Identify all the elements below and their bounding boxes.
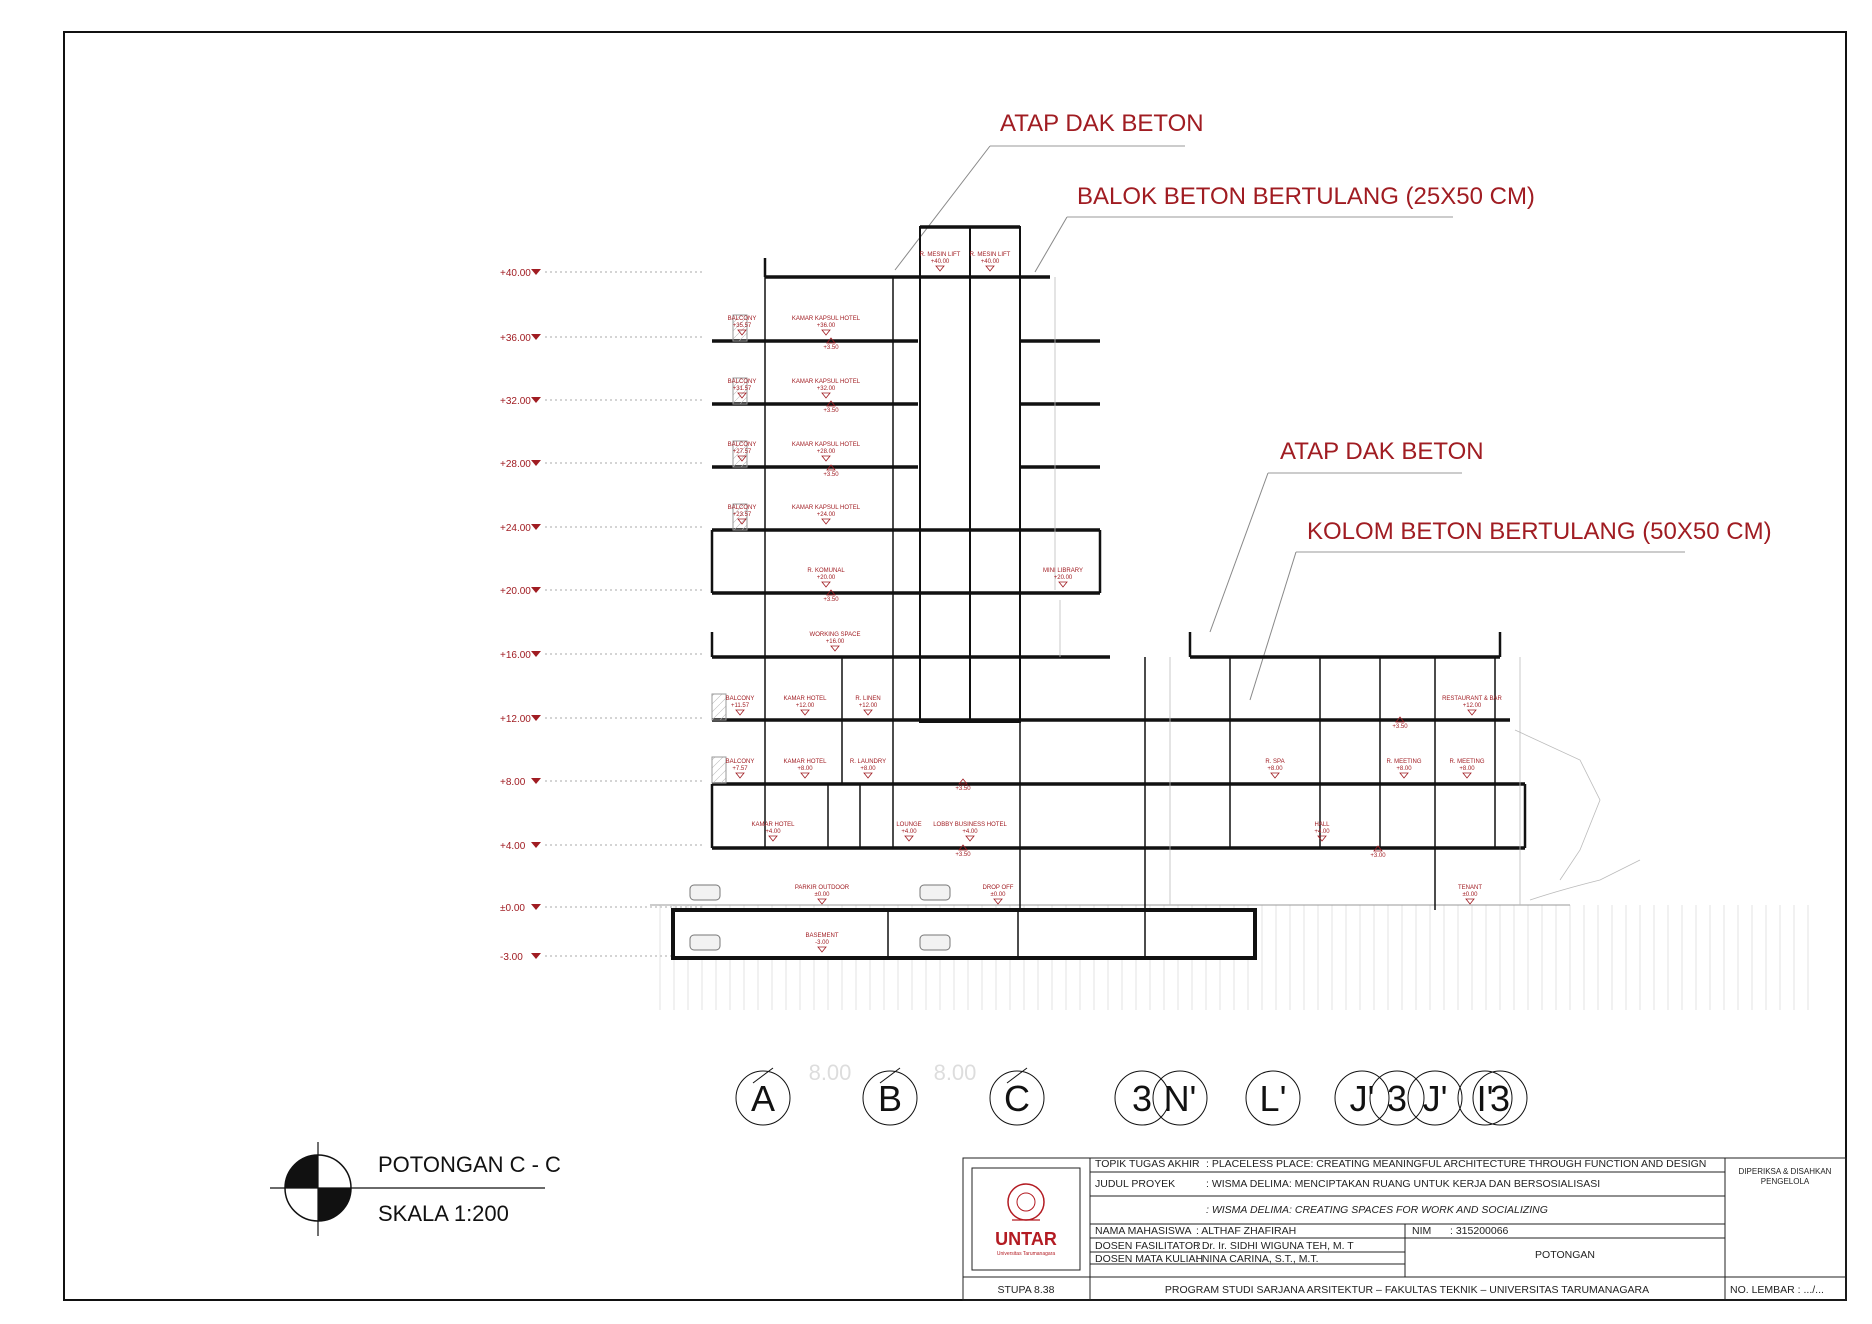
room-name: TENANT bbox=[1458, 885, 1482, 891]
level-triangle-icon bbox=[531, 587, 541, 593]
annotation-balok-beton: BALOK BETON BERTULANG (25X50 CM) bbox=[1077, 183, 1535, 210]
level-label: +36.00 bbox=[500, 333, 531, 344]
annotation-atap-dak-beton-top: ATAP DAK BETON bbox=[1000, 110, 1204, 137]
nama-value: : ALTHAF ZHAFIRAH bbox=[1196, 1225, 1297, 1237]
room-level: +4.00 bbox=[765, 829, 781, 835]
room-name: KAMAR KAPSUL HOTEL bbox=[791, 379, 861, 385]
basement-box bbox=[673, 910, 1255, 958]
room-name: PARKIR OUTDOOR bbox=[794, 885, 850, 891]
room-level: -3.00 bbox=[815, 940, 829, 946]
grid-axis-label: J' bbox=[1422, 1078, 1448, 1119]
stair-mark-label: +3.50 bbox=[955, 852, 971, 858]
room-name: R. LAUNDRY bbox=[849, 759, 887, 765]
level-triangle-icon bbox=[531, 904, 541, 910]
room-level: +16.00 bbox=[825, 639, 845, 645]
stupa-code: STUPA 8.38 bbox=[997, 1284, 1055, 1296]
room-level: +32.00 bbox=[816, 386, 836, 392]
room-name: R. MESIN LIFT bbox=[919, 252, 961, 258]
section-label bbox=[270, 1142, 561, 1236]
room-name: KAMAR HOTEL bbox=[783, 696, 827, 702]
annotation-kolom-beton: KOLOM BETON BERTULANG (50X50 CM) bbox=[1307, 518, 1772, 545]
logo-emblem-icon bbox=[1008, 1184, 1044, 1220]
grid-axis-label: A bbox=[750, 1078, 776, 1119]
room-name: MINI LIBRARY bbox=[1043, 568, 1083, 574]
grid-axis-label: C bbox=[1004, 1078, 1030, 1119]
level-label: +28.00 bbox=[500, 459, 531, 470]
room-level: +4.00 bbox=[962, 829, 978, 835]
level-triangle-icon bbox=[531, 397, 541, 403]
room-name: BASEMENT bbox=[805, 933, 839, 939]
room-name: KAMAR KAPSUL HOTEL bbox=[791, 505, 861, 511]
level-label: +4.00 bbox=[500, 841, 526, 852]
room-name: BALCONY bbox=[727, 316, 757, 322]
level-markers bbox=[500, 268, 705, 963]
grid-axis-label: I' bbox=[1476, 1078, 1494, 1119]
room-name: BALCONY bbox=[727, 505, 757, 511]
room-level: +12.00 bbox=[858, 703, 878, 709]
judul-value-en: : WISMA DELIMA: CREATING SPACES FOR WORK AND SOCIALIZING bbox=[1206, 1204, 1548, 1216]
nama-label: NAMA MAHASISWA bbox=[1095, 1225, 1192, 1237]
room-level: +4.00 bbox=[1314, 829, 1330, 835]
room-level-triangle-icon bbox=[801, 773, 809, 778]
level-triangle-icon bbox=[531, 524, 541, 530]
room-level-triangle-icon bbox=[822, 456, 830, 461]
grid-axis-label: L' bbox=[1259, 1078, 1287, 1119]
room-level: +8.00 bbox=[1459, 766, 1475, 772]
room-level-triangle-icon bbox=[994, 899, 1002, 904]
room-name: BALCONY bbox=[725, 696, 755, 702]
room-level-triangle-icon bbox=[822, 519, 830, 524]
level-label: +40.00 bbox=[500, 268, 531, 279]
level-label: +20.00 bbox=[500, 586, 531, 597]
room-level: +35.57 bbox=[732, 323, 752, 329]
level-label: ±0.00 bbox=[500, 903, 525, 914]
stair-mark-label: +3.50 bbox=[823, 408, 839, 414]
room-level-triangle-icon bbox=[801, 710, 809, 715]
level-triangle-icon bbox=[531, 651, 541, 657]
room-name: R. LINEN bbox=[855, 696, 881, 702]
room-level-triangle-icon bbox=[1400, 773, 1408, 778]
room-level-triangle-icon bbox=[1059, 582, 1067, 587]
room-level: +7.57 bbox=[732, 766, 748, 772]
judul-value: : WISMA DELIMA: MENCIPTAKAN RUANG UNTUK KERJA DAN BERSOSIALISASI bbox=[1206, 1178, 1601, 1190]
room-name: WORKING SPACE bbox=[809, 632, 861, 638]
room-name: R. SPA bbox=[1265, 759, 1285, 765]
grid-axis-label: N' bbox=[1163, 1078, 1197, 1119]
logo-sub: Universitas Tarumanagara bbox=[996, 1251, 1056, 1257]
grid-axis-label: 3 bbox=[1386, 1078, 1408, 1119]
room-level: +20.00 bbox=[1053, 575, 1073, 581]
room-level-triangle-icon bbox=[966, 836, 974, 841]
room-level: +40.00 bbox=[980, 259, 1000, 265]
section-scale: SKALA 1:200 bbox=[378, 1201, 509, 1226]
stair-mark-label: +3.50 bbox=[955, 786, 971, 792]
lembar-text: NO. LEMBAR : .../... bbox=[1730, 1284, 1824, 1296]
level-triangle-icon bbox=[531, 842, 541, 848]
room-level-triangle-icon bbox=[864, 773, 872, 778]
room-name: KAMAR HOTEL bbox=[751, 822, 795, 828]
approval-text-2: PENGELOLA bbox=[1760, 1177, 1810, 1186]
grid-axis-label: B bbox=[877, 1078, 903, 1119]
grid-axis-label: J' bbox=[1349, 1078, 1375, 1119]
room-name: BALCONY bbox=[727, 379, 757, 385]
room-level: +40.00 bbox=[930, 259, 950, 265]
room-level-triangle-icon bbox=[736, 710, 744, 715]
level-label: +32.00 bbox=[500, 396, 531, 407]
room-level-triangle-icon bbox=[936, 266, 944, 271]
topik-value: : PLACELESS PLACE: CREATING MEANINGFUL ARCHITECTURE THROUGH FUNCTION AND DESIGN bbox=[1206, 1158, 1707, 1170]
room-level: +8.00 bbox=[1396, 766, 1412, 772]
room-name: LOUNGE bbox=[896, 822, 922, 828]
matakuliah-label: DOSEN MATA KULIAH bbox=[1095, 1253, 1204, 1265]
room-level-triangle-icon bbox=[864, 710, 872, 715]
room-level: +28.00 bbox=[816, 449, 836, 455]
stair-mark-label: +3.50 bbox=[1392, 724, 1408, 730]
room-level-triangle-icon bbox=[822, 393, 830, 398]
room-level-triangle-icon bbox=[905, 836, 913, 841]
room-name: HALL bbox=[1314, 822, 1330, 828]
level-triangle-icon bbox=[531, 460, 541, 466]
room-level-triangle-icon bbox=[1466, 899, 1474, 904]
grid-axis-label: 3 bbox=[1489, 1078, 1511, 1119]
room-name: KAMAR HOTEL bbox=[783, 759, 827, 765]
room-level: ±0.00 bbox=[814, 892, 830, 898]
room-level: ±0.00 bbox=[1462, 892, 1478, 898]
section-title: POTONGAN C - C bbox=[378, 1152, 561, 1177]
room-level-triangle-icon bbox=[1318, 836, 1326, 841]
room-level-triangle-icon bbox=[1463, 773, 1471, 778]
level-label: +12.00 bbox=[500, 714, 531, 725]
room-level: +8.00 bbox=[860, 766, 876, 772]
sheet-name: POTONGAN bbox=[1535, 1249, 1595, 1261]
room-name: R. KOMUNAL bbox=[807, 568, 845, 574]
level-triangle-icon bbox=[531, 334, 541, 340]
room-name: R. MEETING bbox=[1449, 759, 1485, 765]
level-label: +24.00 bbox=[500, 523, 531, 534]
level-triangle-icon bbox=[531, 715, 541, 721]
room-level: +20.00 bbox=[816, 575, 836, 581]
room-level: +8.00 bbox=[1267, 766, 1283, 772]
room-level-triangle-icon bbox=[822, 582, 830, 587]
room-name: BALCONY bbox=[725, 759, 755, 765]
fasilitator-value: : Dr. Ir. SIDHI WIGUNA TEH, M. T bbox=[1196, 1240, 1354, 1252]
grid-axes bbox=[736, 1060, 1527, 1125]
room-name: KAMAR KAPSUL HOTEL bbox=[791, 316, 861, 322]
room-level: +12.00 bbox=[795, 703, 815, 709]
approval-text: DIPERIKSA & DISAHKAN bbox=[1738, 1167, 1832, 1176]
matakuliah-value: : NINA CARINA, S.T., M.T. bbox=[1196, 1253, 1319, 1265]
grid-spacing-2: 8.00 bbox=[933, 1060, 977, 1085]
grid-axis-label: 3 bbox=[1131, 1078, 1153, 1119]
logo-text: UNTAR bbox=[995, 1229, 1057, 1249]
fasilitator-label: DOSEN FASILITATOR bbox=[1095, 1240, 1201, 1252]
stair-mark-label: +3.50 bbox=[823, 345, 839, 351]
level-label: +8.00 bbox=[500, 777, 526, 788]
room-level-triangle-icon bbox=[818, 899, 826, 904]
room-level: +4.00 bbox=[901, 829, 917, 835]
level-label: -3.00 bbox=[500, 952, 523, 963]
level-triangle-icon bbox=[531, 778, 541, 784]
judul-label: JUDUL PROYEK bbox=[1095, 1178, 1176, 1190]
stair-mark-label: +3.50 bbox=[823, 472, 839, 478]
room-level: +23.57 bbox=[732, 512, 752, 518]
stair-mark-label: +3.00 bbox=[1370, 853, 1386, 859]
room-level-triangle-icon bbox=[986, 266, 994, 271]
stair-mark-label: +3.50 bbox=[823, 597, 839, 603]
room-level-triangle-icon bbox=[831, 646, 839, 651]
program-text: PROGRAM STUDI SARJANA ARSITEKTUR – FAKULTAS TEKNIK – UNIVERSITAS TARUMANAGARA bbox=[1164, 1284, 1650, 1296]
grid-spacing-1: 8.00 bbox=[808, 1060, 852, 1085]
room-name: R. MEETING bbox=[1386, 759, 1422, 765]
room-level: ±0.00 bbox=[990, 892, 1006, 898]
room-level-triangle-icon bbox=[1468, 710, 1476, 715]
room-name: KAMAR KAPSUL HOTEL bbox=[791, 442, 861, 448]
room-level: +31.57 bbox=[732, 386, 752, 392]
level-label: +16.00 bbox=[500, 650, 531, 661]
nim-value: : 315200066 bbox=[1450, 1225, 1509, 1237]
room-name: BALCONY bbox=[727, 442, 757, 448]
topik-label: TOPIK TUGAS AKHIR bbox=[1095, 1158, 1200, 1170]
room-level: +8.00 bbox=[797, 766, 813, 772]
room-level-triangle-icon bbox=[769, 836, 777, 841]
room-level-triangle-icon bbox=[736, 773, 744, 778]
annotation-atap-dak-beton-low: ATAP DAK BETON bbox=[1280, 438, 1484, 465]
room-level-triangle-icon bbox=[1271, 773, 1279, 778]
nim-label: NIM bbox=[1412, 1225, 1432, 1237]
room-level: +36.00 bbox=[816, 323, 836, 329]
room-level: +24.00 bbox=[816, 512, 836, 518]
level-triangle-icon bbox=[531, 269, 541, 275]
room-level: +12.00 bbox=[1462, 703, 1482, 709]
room-level-triangle-icon bbox=[822, 330, 830, 335]
room-name: RESTAURANT & BAR bbox=[1442, 696, 1502, 702]
room-name: DROP OFF bbox=[982, 885, 1014, 891]
level-triangle-icon bbox=[531, 953, 541, 959]
room-name: LOBBY BUSINESS HOTEL bbox=[933, 822, 1007, 828]
sheet-border bbox=[64, 32, 1846, 1300]
room-name: R. MESIN LIFT bbox=[969, 252, 1011, 258]
room-level: +27.57 bbox=[732, 449, 752, 455]
room-level: +11.57 bbox=[730, 703, 750, 709]
title-block-text bbox=[995, 1158, 1832, 1296]
